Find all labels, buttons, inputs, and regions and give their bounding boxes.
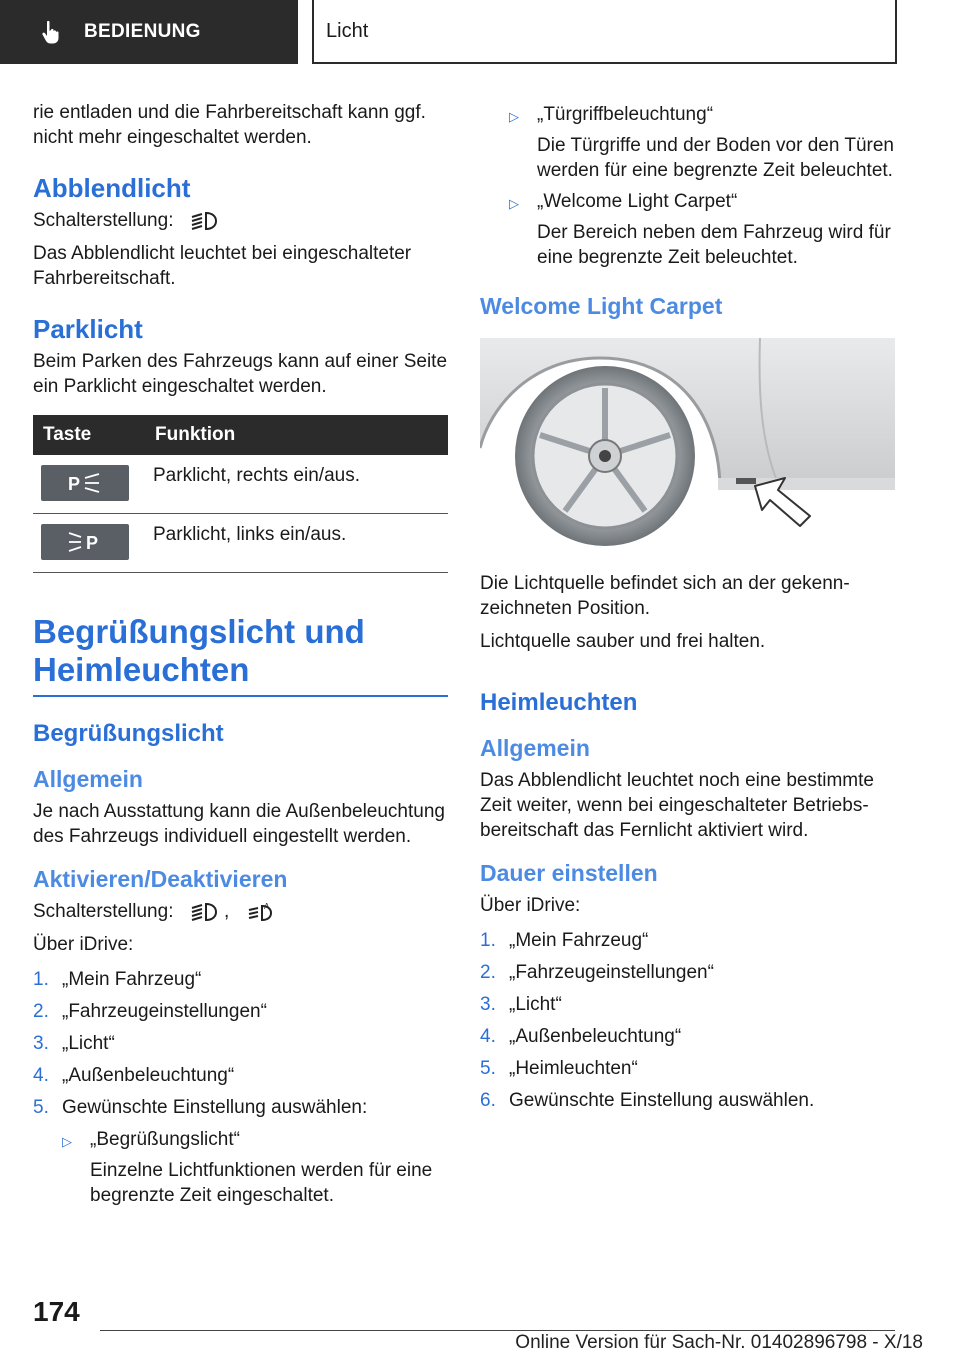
footer-divider bbox=[100, 1330, 895, 1331]
option-desc: Der Bereich neben dem Fahrzeug wird für eine begrenzte Zeit beleuchtet. bbox=[537, 222, 891, 268]
continued-options bbox=[509, 102, 895, 270]
welcome-carpet-heading: Welcome Light Carpet bbox=[480, 293, 723, 319]
option-desc: Die Türgriffe und der Boden vor den Türen werden für eine begrenzte Zeit beleuchtet. bbox=[537, 135, 895, 181]
auto-headlight-icon bbox=[245, 901, 275, 923]
low-beam-icon bbox=[189, 901, 219, 923]
online-version-text: Online Version für Sach-Nr. 01402896798 - X/18 bbox=[515, 1332, 923, 1353]
table-cell-function: Parklicht, rechts ein/aus. bbox=[145, 455, 448, 514]
parklicht-text: Beim Parken des Fahrzeugs kann auf einer Seite ein Parklicht eingeschaltet werden. bbox=[33, 351, 448, 397]
parking-light-right-icon bbox=[65, 471, 105, 495]
triangle-bullet-icon: ▷ bbox=[509, 109, 519, 124]
svg-text:P: P bbox=[68, 474, 81, 494]
list-item: 2. „Fahrzeugeinstellungen“ bbox=[480, 962, 714, 983]
triangle-bullet-icon: ▷ bbox=[509, 196, 519, 211]
list-item bbox=[509, 102, 895, 183]
list-item: 3. „Licht“ bbox=[33, 1033, 115, 1055]
low-beam-icon bbox=[189, 210, 219, 232]
switch-separator: , bbox=[224, 901, 230, 923]
list-item: 1. „Mein Fahrzeug“ bbox=[480, 930, 649, 951]
begruessungslicht-options bbox=[62, 1127, 448, 1208]
hand-pointer-icon bbox=[38, 19, 64, 45]
abblendlicht-switch-line bbox=[33, 208, 448, 233]
list-item: 4. „Außenbeleuchtung“ bbox=[33, 1065, 235, 1087]
list-item bbox=[62, 1127, 448, 1208]
welcome-carpet-text1: Die Lichtquelle befindet sich an der gekennzeichneten Position. bbox=[480, 573, 850, 619]
abblendlicht-text: Das Abblendlicht leuchtet bei eingeschalteter Fahrbereitschaft. bbox=[33, 243, 412, 289]
chapter-title: Begrüßungslicht und Heimleuchten bbox=[33, 613, 448, 697]
aktivieren-heading: Aktivieren/Deaktivieren bbox=[33, 866, 288, 893]
parking-light-left-icon bbox=[65, 530, 105, 554]
triangle-bullet-icon: ▷ bbox=[62, 1134, 72, 1150]
list-item: 4. „Außenbeleuchtung“ bbox=[480, 1026, 682, 1047]
left-column bbox=[33, 100, 448, 1214]
section-tab bbox=[0, 0, 298, 64]
allgemein-heading: Allgemein bbox=[33, 766, 143, 793]
option-title: „Türgriffbeleuchtung“ bbox=[537, 104, 714, 125]
abblendlicht-heading: Abblendlicht bbox=[33, 173, 191, 203]
table-row bbox=[33, 514, 448, 573]
list-item: 5. „Heimleuchten“ bbox=[480, 1058, 638, 1079]
idrive-label: Über iDrive: bbox=[480, 895, 581, 916]
option-title: „Begrüßungslicht“ bbox=[90, 1129, 240, 1151]
heimleuchten-allgemein-heading: Allgemein bbox=[480, 735, 590, 761]
heimleuchten-allgemein-text: Das Abblendlicht leuchtet noch eine bestimmte Zeit weiter, wenn bei eingeschalteter Betriebsbereitschaft das Fernlicht aktiviert wird. bbox=[480, 770, 874, 841]
parking-light-right-button[interactable] bbox=[41, 465, 129, 501]
parklicht-heading: Parklicht bbox=[33, 314, 143, 344]
svg-text:A: A bbox=[263, 902, 269, 912]
table-header-funktion: Funktion bbox=[145, 415, 448, 455]
page-number: 174 bbox=[33, 1296, 80, 1327]
table-header-taste: Taste bbox=[33, 415, 145, 455]
allgemein-text: Je nach Ausstattung kann die Außenbeleuchtung des Fahrzeugs individuell eingestellt werden. bbox=[33, 801, 445, 848]
begruessungslicht-steps bbox=[33, 967, 448, 1120]
dauer-heading: Dauer einstellen bbox=[480, 860, 658, 886]
car-wheel-illustration bbox=[480, 338, 895, 548]
begruessungslicht-heading: Begrüßungslicht bbox=[33, 720, 224, 748]
topic-label: Licht bbox=[326, 19, 369, 42]
switch-position-label: Schalterstellung: bbox=[33, 210, 174, 231]
welcome-carpet-text2: Lichtquelle sauber und frei halten. bbox=[480, 631, 766, 652]
switch-position-label: Schalterstellung: bbox=[33, 901, 174, 923]
option-desc: Einzelne Lichtfunktionen werden für eine begrenzte Zeit eingeschaltet. bbox=[90, 1160, 433, 1207]
topic-tab bbox=[312, 0, 897, 64]
option-title: „Welcome Light Carpet“ bbox=[537, 191, 738, 212]
list-item bbox=[509, 189, 895, 270]
right-column bbox=[480, 100, 895, 1120]
list-item: 3. „Licht“ bbox=[480, 994, 562, 1015]
parklicht-table bbox=[33, 415, 448, 573]
intro-text: rie entladen und die Fahrbereitschaft kann ggf. nicht mehr eingeschaltet werden. bbox=[33, 102, 426, 148]
parking-light-left-button[interactable] bbox=[41, 524, 129, 560]
svg-text:P: P bbox=[86, 533, 99, 553]
heimleuchten-steps bbox=[480, 928, 895, 1113]
idrive-label: Über iDrive: bbox=[33, 934, 134, 956]
table-cell-function: Parklicht, links ein/aus. bbox=[145, 514, 448, 573]
list-item: 1. „Mein Fahrzeug“ bbox=[33, 969, 202, 991]
aktivieren-switch-line bbox=[33, 899, 448, 924]
table-row bbox=[33, 455, 448, 514]
list-item: 2. „Fahrzeugeinstellungen“ bbox=[33, 1001, 267, 1023]
list-item: 6. Gewünschte Einstellung auswählen. bbox=[480, 1090, 815, 1111]
heimleuchten-heading: Heimleuchten bbox=[480, 689, 638, 716]
list-item: 5. Gewünschte Einstellung auswählen: bbox=[33, 1097, 368, 1119]
section-label: BEDIENUNG bbox=[84, 21, 201, 42]
